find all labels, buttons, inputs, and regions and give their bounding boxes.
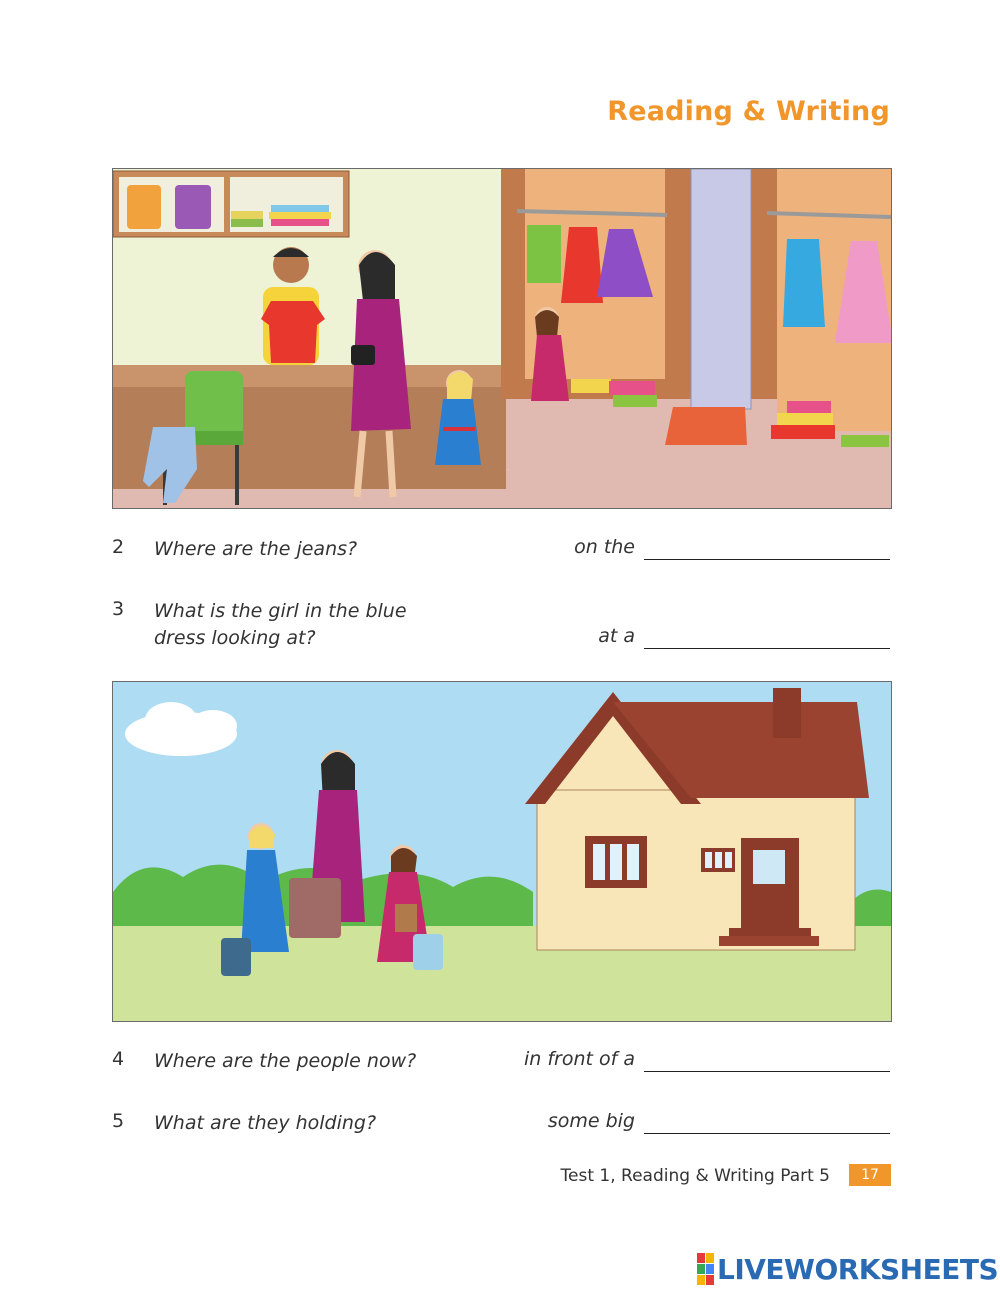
section-title: Reading & Writing: [607, 96, 890, 127]
question-4: [112, 1048, 890, 1078]
clothes-shop-illustration: [112, 168, 892, 509]
house-illustration: [112, 681, 892, 1022]
answer-prefix: in front of a: [523, 1048, 635, 1070]
answer-line[interactable]: [644, 1070, 890, 1072]
question-2: [112, 536, 890, 566]
answer-prefix: on the: [574, 536, 635, 558]
question-text: Where are the people now?: [154, 1050, 417, 1072]
brand-name: LIVEWORKSHEETS: [717, 1252, 999, 1286]
question-number: 4: [112, 1048, 125, 1070]
question-5: [112, 1110, 890, 1140]
answer-line[interactable]: [644, 558, 890, 560]
question-text: What are they holding?: [154, 1112, 377, 1134]
question-number: 3: [112, 598, 125, 620]
question-3: [112, 598, 890, 656]
logo-blocks-icon: [697, 1253, 714, 1285]
question-number: 5: [112, 1110, 125, 1132]
answer-prefix: some big: [547, 1110, 635, 1132]
question-text-line-2: dress looking at?: [154, 627, 316, 649]
question-number: 2: [112, 536, 125, 558]
question-text: Where are the jeans?: [154, 538, 358, 560]
footer-caption: Test 1, Reading & Writing Part 5: [560, 1166, 830, 1186]
question-text-line-1: What is the girl in the blue: [154, 600, 407, 622]
answer-prefix: at a: [598, 625, 635, 647]
answer-line[interactable]: [644, 647, 890, 649]
liveworksheets-logo: [697, 1252, 998, 1286]
answer-line[interactable]: [644, 1132, 890, 1134]
page-number-badge: 17: [849, 1164, 891, 1186]
